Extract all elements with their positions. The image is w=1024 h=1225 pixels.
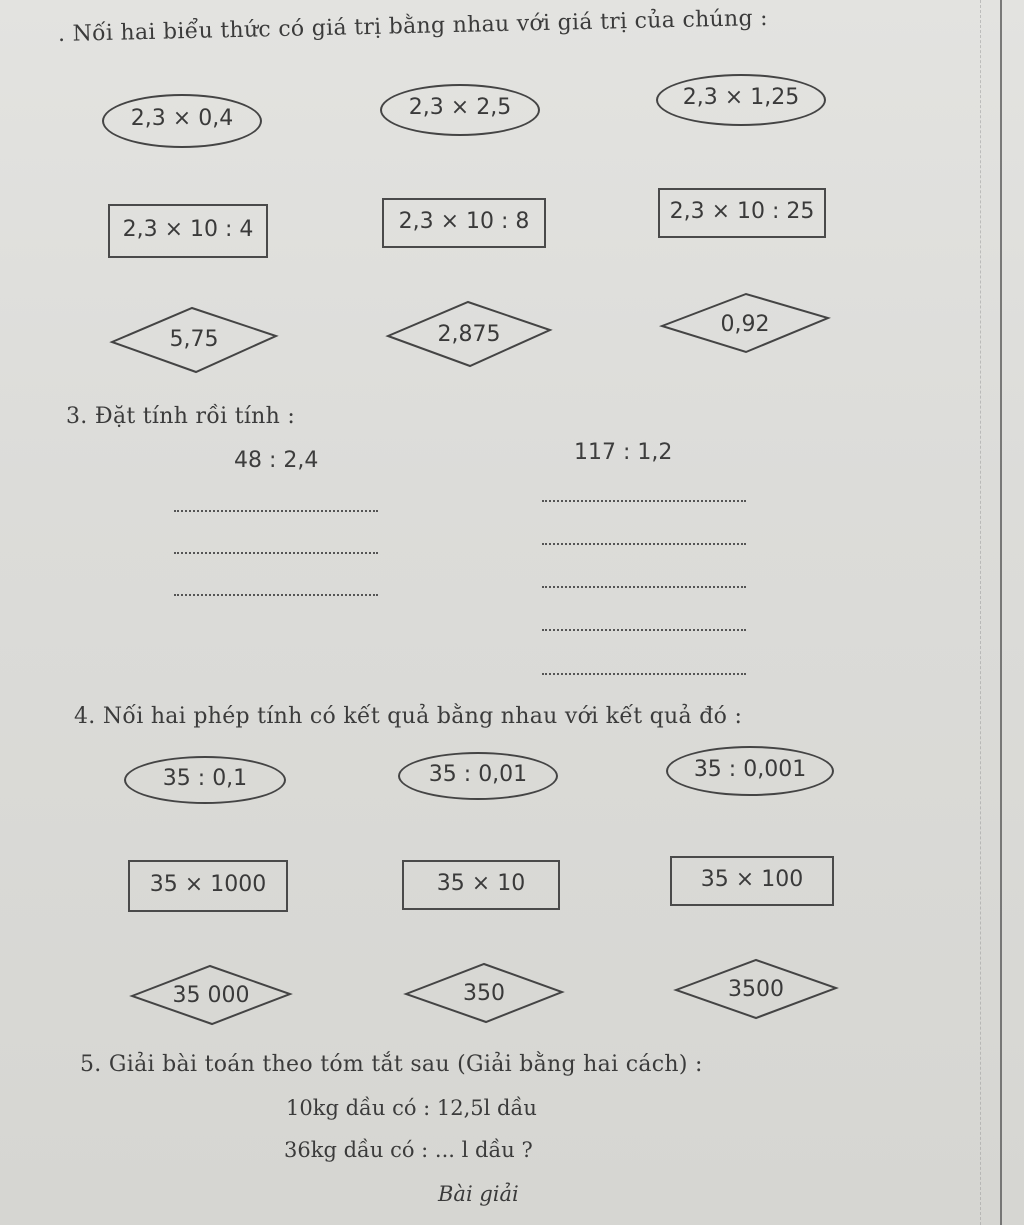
oval-label: 2,3 × 2,5 [408, 95, 512, 120]
task5-heading: 5. Giải bài toán theo tóm tắt sau (Giải bằng hai cách) : [80, 1052, 703, 1077]
box-label: 35 × 100 [700, 867, 804, 892]
oval-label: 35 : 0,001 [693, 757, 807, 782]
answer-line[interactable] [542, 586, 746, 588]
task3-heading: 3. Đặt tính rồi tính : [66, 404, 296, 429]
summary-line-2: 36kg dầu có : ... l dầu ? [284, 1138, 533, 1162]
diamond-label: 3500 [728, 977, 784, 1002]
box-label: 35 × 1000 [149, 872, 267, 897]
box-label: 2,3 × 10 : 4 [122, 217, 254, 242]
box-label: 35 × 10 [436, 871, 526, 896]
diamond-label: 0,92 [720, 312, 770, 337]
division-problem: 48 : 2,4 [234, 448, 319, 473]
answer-line[interactable] [542, 673, 746, 675]
answer-line[interactable] [542, 500, 746, 502]
oval-label: 2,3 × 1,25 [682, 85, 800, 110]
answer-line[interactable] [174, 510, 378, 512]
division-problem: 117 : 1,2 [574, 440, 673, 465]
oval-label: 2,3 × 0,4 [130, 106, 234, 131]
page-margin-line [1000, 0, 1002, 1225]
box-label: 2,3 × 10 : 25 [669, 199, 815, 224]
task2-heading: . Nối hai biểu thức có giá trị bằng nhau với giá trị của chúng : [57, 5, 769, 47]
answer-line[interactable] [542, 543, 746, 545]
answer-line[interactable] [542, 629, 746, 631]
diamond-label: 5,75 [169, 327, 219, 352]
diamond-label: 2,875 [437, 322, 501, 347]
diamond-label: 35 000 [172, 983, 250, 1008]
task4-heading: 4. Nối hai phép tính có kết quả bằng nhau với kết quả đó : [74, 704, 743, 729]
page-fold-line [980, 0, 981, 1225]
box-label: 2,3 × 10 : 8 [398, 209, 530, 234]
diamond-label: 350 [463, 981, 505, 1006]
summary-line-1: 10kg dầu có : 12,5l dầu [286, 1096, 537, 1120]
oval-label: 35 : 0,01 [428, 762, 528, 787]
answer-line[interactable] [174, 594, 378, 596]
answer-line[interactable] [174, 552, 378, 554]
solution-label: Bài giải [438, 1182, 519, 1206]
oval-label: 35 : 0,1 [162, 766, 248, 791]
